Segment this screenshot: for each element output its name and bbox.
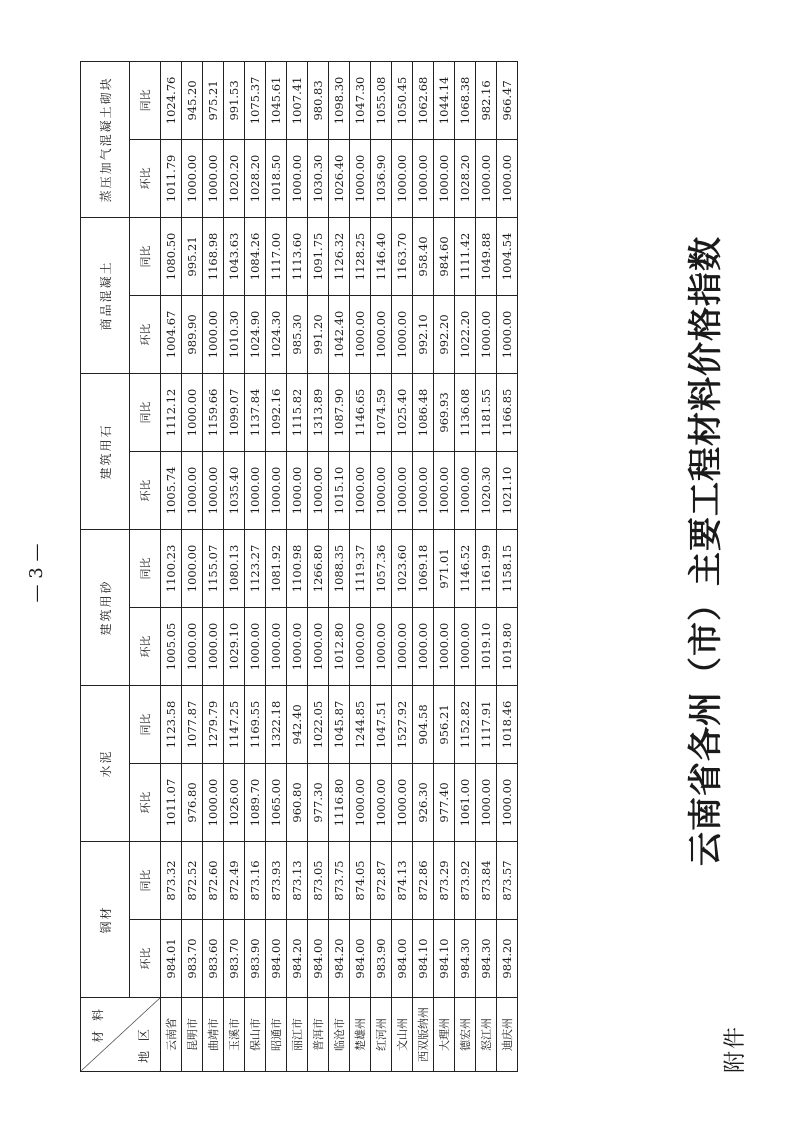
table-row	[413, 61, 434, 1071]
value-cell: 1000.00	[350, 295, 371, 373]
document-title: 云南省各州（市）主要工程材料价格指数	[686, 236, 726, 866]
table-row	[245, 61, 266, 1071]
value-cell: 873.75	[329, 841, 350, 919]
value-cell: 904.58	[413, 685, 434, 763]
value-cell: 1004.54	[497, 217, 518, 295]
table-row	[308, 61, 329, 1071]
value-cell: 873.57	[497, 841, 518, 919]
value-cell: 984.20	[329, 920, 350, 998]
value-cell: 873.93	[266, 841, 287, 919]
value-cell: 1119.37	[350, 529, 371, 607]
value-cell: 1266.80	[308, 529, 329, 607]
value-cell: 1081.92	[266, 529, 287, 607]
value-cell: 983.60	[203, 920, 224, 998]
value-cell: 1019.80	[497, 607, 518, 685]
value-cell: 1011.07	[161, 763, 182, 841]
value-cell: 1527.92	[392, 685, 413, 763]
value-cell: 1000.00	[392, 451, 413, 529]
sub-header-cell: 同比	[130, 529, 161, 607]
value-cell: 1028.20	[245, 139, 266, 217]
sub-header-cell: 环比	[130, 139, 161, 217]
value-cell: 1000.00	[266, 451, 287, 529]
value-cell: 942.40	[287, 685, 308, 763]
value-cell: 1065.00	[266, 763, 287, 841]
value-cell: 984.10	[413, 920, 434, 998]
value-cell: 1158.15	[497, 529, 518, 607]
value-cell: 1044.14	[434, 61, 455, 139]
value-cell: 1159.66	[203, 373, 224, 451]
value-cell: 874.13	[392, 841, 413, 919]
value-cell: 1018.46	[497, 685, 518, 763]
value-cell: 1055.08	[371, 61, 392, 139]
value-cell: 1123.58	[161, 685, 182, 763]
table-row	[455, 61, 476, 1071]
value-cell: 873.29	[434, 841, 455, 919]
table-row	[161, 61, 182, 1071]
value-cell: 1091.75	[308, 217, 329, 295]
value-cell: 1313.89	[308, 373, 329, 451]
value-cell: 983.90	[245, 920, 266, 998]
value-cell: 984.00	[266, 920, 287, 998]
value-cell: 1000.00	[413, 607, 434, 685]
value-cell: 984.20	[287, 920, 308, 998]
value-cell: 1011.79	[161, 139, 182, 217]
value-cell: 1117.00	[266, 217, 287, 295]
value-cell: 1057.36	[371, 529, 392, 607]
table-corner-header	[81, 998, 161, 1072]
value-cell: 1000.00	[434, 607, 455, 685]
value-cell: 1000.00	[287, 607, 308, 685]
table-row	[224, 61, 245, 1071]
value-cell: 1030.30	[308, 139, 329, 217]
region-cell: 楚雄州	[350, 998, 371, 1072]
value-cell: 1000.00	[413, 451, 434, 529]
sub-header-row	[130, 61, 161, 1071]
value-cell: 1168.98	[203, 217, 224, 295]
table-row	[497, 61, 518, 1071]
table-row	[392, 61, 413, 1071]
value-cell: 1075.37	[245, 61, 266, 139]
value-cell: 1000.00	[497, 763, 518, 841]
value-cell: 1080.13	[224, 529, 245, 607]
value-cell: 872.87	[371, 841, 392, 919]
value-cell: 1088.35	[329, 529, 350, 607]
value-cell: 1152.82	[455, 685, 476, 763]
region-cell: 西双版纳州	[413, 998, 434, 1072]
region-cell: 临沧市	[329, 998, 350, 1072]
value-cell: 1000.00	[371, 295, 392, 373]
value-cell: 992.20	[434, 295, 455, 373]
value-cell: 1147.25	[224, 685, 245, 763]
value-cell: 1000.00	[182, 607, 203, 685]
value-cell: 991.53	[224, 61, 245, 139]
value-cell: 1111.42	[455, 217, 476, 295]
value-cell: 1146.40	[371, 217, 392, 295]
value-cell: 1024.76	[161, 61, 182, 139]
value-cell: 1019.10	[476, 607, 497, 685]
value-cell: 1244.85	[350, 685, 371, 763]
value-cell: 1116.80	[329, 763, 350, 841]
value-cell: 1047.30	[350, 61, 371, 139]
value-cell: 980.83	[308, 61, 329, 139]
region-cell: 昭通市	[266, 998, 287, 1072]
value-cell: 1026.00	[224, 763, 245, 841]
value-cell: 1042.40	[329, 295, 350, 373]
value-cell: 1099.07	[224, 373, 245, 451]
value-cell: 926.30	[413, 763, 434, 841]
value-cell: 984.60	[434, 217, 455, 295]
value-cell: 1000.00	[476, 763, 497, 841]
value-cell: 1000.00	[203, 139, 224, 217]
value-cell: 984.00	[308, 920, 329, 998]
value-cell: 1000.00	[203, 763, 224, 841]
value-cell: 966.47	[497, 61, 518, 139]
value-cell: 1045.87	[329, 685, 350, 763]
value-cell: 1000.00	[245, 451, 266, 529]
value-cell: 1043.63	[224, 217, 245, 295]
value-cell: 1000.00	[350, 763, 371, 841]
sub-header-cell: 环比	[130, 295, 161, 373]
sub-header-cell: 同比	[130, 373, 161, 451]
value-cell: 975.21	[203, 61, 224, 139]
table-row	[266, 61, 287, 1071]
value-cell: 1000.00	[392, 607, 413, 685]
value-cell: 984.00	[392, 920, 413, 998]
value-cell: 1049.88	[476, 217, 497, 295]
value-cell: 1000.00	[203, 451, 224, 529]
value-cell: 1035.40	[224, 451, 245, 529]
value-cell: 872.86	[413, 841, 434, 919]
value-cell: 1023.60	[392, 529, 413, 607]
material-header: 蒸压加气混凝土砌块	[81, 61, 130, 217]
value-cell: 1100.23	[161, 529, 182, 607]
region-cell: 云南省	[161, 998, 182, 1072]
value-cell: 983.70	[224, 920, 245, 998]
value-cell: 873.92	[455, 841, 476, 919]
value-cell: 1018.50	[266, 139, 287, 217]
value-cell: 1000.00	[413, 139, 434, 217]
sub-header-cell: 同比	[130, 685, 161, 763]
sub-header-cell: 同比	[130, 61, 161, 139]
value-cell: 992.10	[413, 295, 434, 373]
value-cell: 1007.41	[287, 61, 308, 139]
value-cell: 1000.00	[392, 763, 413, 841]
value-cell: 995.21	[182, 217, 203, 295]
sub-header-cell: 环比	[130, 763, 161, 841]
value-cell: 1136.08	[455, 373, 476, 451]
table-body	[161, 61, 518, 1071]
value-cell: 1080.50	[161, 217, 182, 295]
value-cell: 976.80	[182, 763, 203, 841]
region-cell: 德宏州	[455, 998, 476, 1072]
material-header: 建筑用石	[81, 373, 130, 529]
value-cell: 1000.00	[182, 139, 203, 217]
value-cell: 1000.00	[182, 529, 203, 607]
value-cell: 1021.10	[497, 451, 518, 529]
value-cell: 1000.00	[287, 451, 308, 529]
value-cell: 1161.99	[476, 529, 497, 607]
value-cell: 945.20	[182, 61, 203, 139]
value-cell: 1047.51	[371, 685, 392, 763]
value-cell: 983.90	[371, 920, 392, 998]
value-cell: 1000.00	[203, 607, 224, 685]
value-cell: 1155.07	[203, 529, 224, 607]
value-cell: 982.16	[476, 61, 497, 139]
value-cell: 1010.30	[224, 295, 245, 373]
value-cell: 1000.00	[434, 451, 455, 529]
value-cell: 1069.18	[413, 529, 434, 607]
value-cell: 958.40	[413, 217, 434, 295]
value-cell: 956.21	[434, 685, 455, 763]
region-cell: 普洱市	[308, 998, 329, 1072]
value-cell: 977.30	[308, 763, 329, 841]
table-row	[203, 61, 224, 1071]
value-cell: 1000.00	[455, 451, 476, 529]
value-cell: 1000.00	[392, 139, 413, 217]
corner-material-label: 材 料	[91, 1006, 105, 1043]
value-cell: 1026.40	[329, 139, 350, 217]
value-cell: 1100.98	[287, 529, 308, 607]
value-cell: 1128.25	[350, 217, 371, 295]
value-cell: 1000.00	[497, 139, 518, 217]
value-cell: 1137.84	[245, 373, 266, 451]
sub-header-cell: 环比	[130, 607, 161, 685]
value-cell: 1146.65	[350, 373, 371, 451]
value-cell: 1000.00	[182, 373, 203, 451]
value-cell: 1000.00	[455, 607, 476, 685]
value-cell: 1117.91	[476, 685, 497, 763]
region-cell: 迪庆州	[497, 998, 518, 1072]
value-cell: 1077.87	[182, 685, 203, 763]
region-cell: 玉溪市	[224, 998, 245, 1072]
value-cell: 1024.90	[245, 295, 266, 373]
value-cell: 1098.30	[329, 61, 350, 139]
value-cell: 1036.90	[371, 139, 392, 217]
value-cell: 873.84	[476, 841, 497, 919]
value-cell: 1062.68	[413, 61, 434, 139]
value-cell: 1012.80	[329, 607, 350, 685]
value-cell: 1022.05	[308, 685, 329, 763]
value-cell: 1115.82	[287, 373, 308, 451]
value-cell: 1024.30	[266, 295, 287, 373]
region-cell: 红河州	[371, 998, 392, 1072]
value-cell: 1146.52	[455, 529, 476, 607]
value-cell: 1092.16	[266, 373, 287, 451]
value-cell: 989.90	[182, 295, 203, 373]
value-cell: 1000.00	[350, 139, 371, 217]
table-row	[182, 61, 203, 1071]
sub-header-cell: 同比	[130, 841, 161, 919]
table-row	[476, 61, 497, 1071]
region-cell: 曲靖市	[203, 998, 224, 1072]
value-cell: 1000.00	[371, 763, 392, 841]
value-cell: 969.93	[434, 373, 455, 451]
sub-header-cell: 环比	[130, 920, 161, 998]
region-cell: 丽江市	[287, 998, 308, 1072]
value-cell: 1025.40	[392, 373, 413, 451]
value-cell: 1068.38	[455, 61, 476, 139]
table-row	[350, 61, 371, 1071]
page-number: — 3 —	[26, 543, 47, 603]
value-cell: 1000.00	[434, 139, 455, 217]
value-cell: 1045.61	[266, 61, 287, 139]
value-cell: 984.10	[434, 920, 455, 998]
value-cell: 1089.70	[245, 763, 266, 841]
table-row	[329, 61, 350, 1071]
value-cell: 971.01	[434, 529, 455, 607]
value-cell: 1004.67	[161, 295, 182, 373]
material-header: 钢材	[81, 841, 130, 997]
value-cell: 1000.00	[245, 607, 266, 685]
value-cell: 1022.20	[455, 295, 476, 373]
value-cell: 1074.59	[371, 373, 392, 451]
value-cell: 1000.00	[392, 295, 413, 373]
value-cell: 1020.30	[476, 451, 497, 529]
sub-header-cell: 同比	[130, 217, 161, 295]
value-cell: 1029.10	[224, 607, 245, 685]
table-row	[287, 61, 308, 1071]
value-cell: 1169.55	[245, 685, 266, 763]
value-cell: 1000.00	[350, 451, 371, 529]
value-cell: 984.20	[497, 920, 518, 998]
value-cell: 977.40	[434, 763, 455, 841]
value-cell: 1279.79	[203, 685, 224, 763]
value-cell: 1000.00	[182, 451, 203, 529]
value-cell: 1163.70	[392, 217, 413, 295]
value-cell: 1000.00	[266, 607, 287, 685]
material-header: 建筑用砂	[81, 529, 130, 685]
value-cell: 873.32	[161, 841, 182, 919]
value-cell: 960.80	[287, 763, 308, 841]
value-cell: 1322.18	[266, 685, 287, 763]
value-cell: 984.01	[161, 920, 182, 998]
value-cell: 991.20	[308, 295, 329, 373]
region-cell: 昆明市	[182, 998, 203, 1072]
sub-header-cell: 环比	[130, 451, 161, 529]
value-cell: 1000.00	[476, 139, 497, 217]
value-cell: 873.16	[245, 841, 266, 919]
value-cell: 984.30	[476, 920, 497, 998]
value-cell: 1005.74	[161, 451, 182, 529]
value-cell: 872.60	[203, 841, 224, 919]
value-cell: 1000.00	[350, 607, 371, 685]
value-cell: 1000.00	[203, 295, 224, 373]
value-cell: 1000.00	[476, 295, 497, 373]
value-cell: 1000.00	[497, 295, 518, 373]
value-cell: 1086.48	[413, 373, 434, 451]
value-cell: 984.30	[455, 920, 476, 998]
value-cell: 1166.85	[497, 373, 518, 451]
region-cell: 文山州	[392, 998, 413, 1072]
value-cell: 1050.45	[392, 61, 413, 139]
material-header: 水泥	[81, 685, 130, 841]
value-cell: 1087.90	[329, 373, 350, 451]
value-cell: 874.05	[350, 841, 371, 919]
value-cell: 1000.00	[371, 607, 392, 685]
value-cell: 1000.00	[371, 451, 392, 529]
value-cell: 984.00	[350, 920, 371, 998]
value-cell: 873.13	[287, 841, 308, 919]
value-cell: 1028.20	[455, 139, 476, 217]
value-cell: 1015.10	[329, 451, 350, 529]
value-cell: 1084.26	[245, 217, 266, 295]
value-cell: 1000.00	[308, 607, 329, 685]
table-row	[371, 61, 392, 1071]
value-cell: 872.52	[182, 841, 203, 919]
value-cell: 1126.32	[329, 217, 350, 295]
value-cell: 983.70	[182, 920, 203, 998]
value-cell: 1112.12	[161, 373, 182, 451]
value-cell: 1181.55	[476, 373, 497, 451]
region-cell: 怒江州	[476, 998, 497, 1072]
attachment-label: 附件	[723, 1024, 748, 1073]
value-cell: 1123.27	[245, 529, 266, 607]
value-cell: 1000.00	[308, 451, 329, 529]
value-cell: 872.49	[224, 841, 245, 919]
value-cell: 1000.00	[287, 139, 308, 217]
region-cell: 大理州	[434, 998, 455, 1072]
price-index-table	[80, 61, 518, 1072]
value-cell: 873.05	[308, 841, 329, 919]
value-cell: 1020.20	[224, 139, 245, 217]
table-row	[434, 61, 455, 1071]
corner-region-label: 地 区	[137, 1026, 151, 1063]
value-cell: 985.30	[287, 295, 308, 373]
value-cell: 1061.00	[455, 763, 476, 841]
value-cell: 1005.05	[161, 607, 182, 685]
material-header: 商品混凝土	[81, 217, 130, 373]
region-cell: 保山市	[245, 998, 266, 1072]
value-cell: 1113.60	[287, 217, 308, 295]
